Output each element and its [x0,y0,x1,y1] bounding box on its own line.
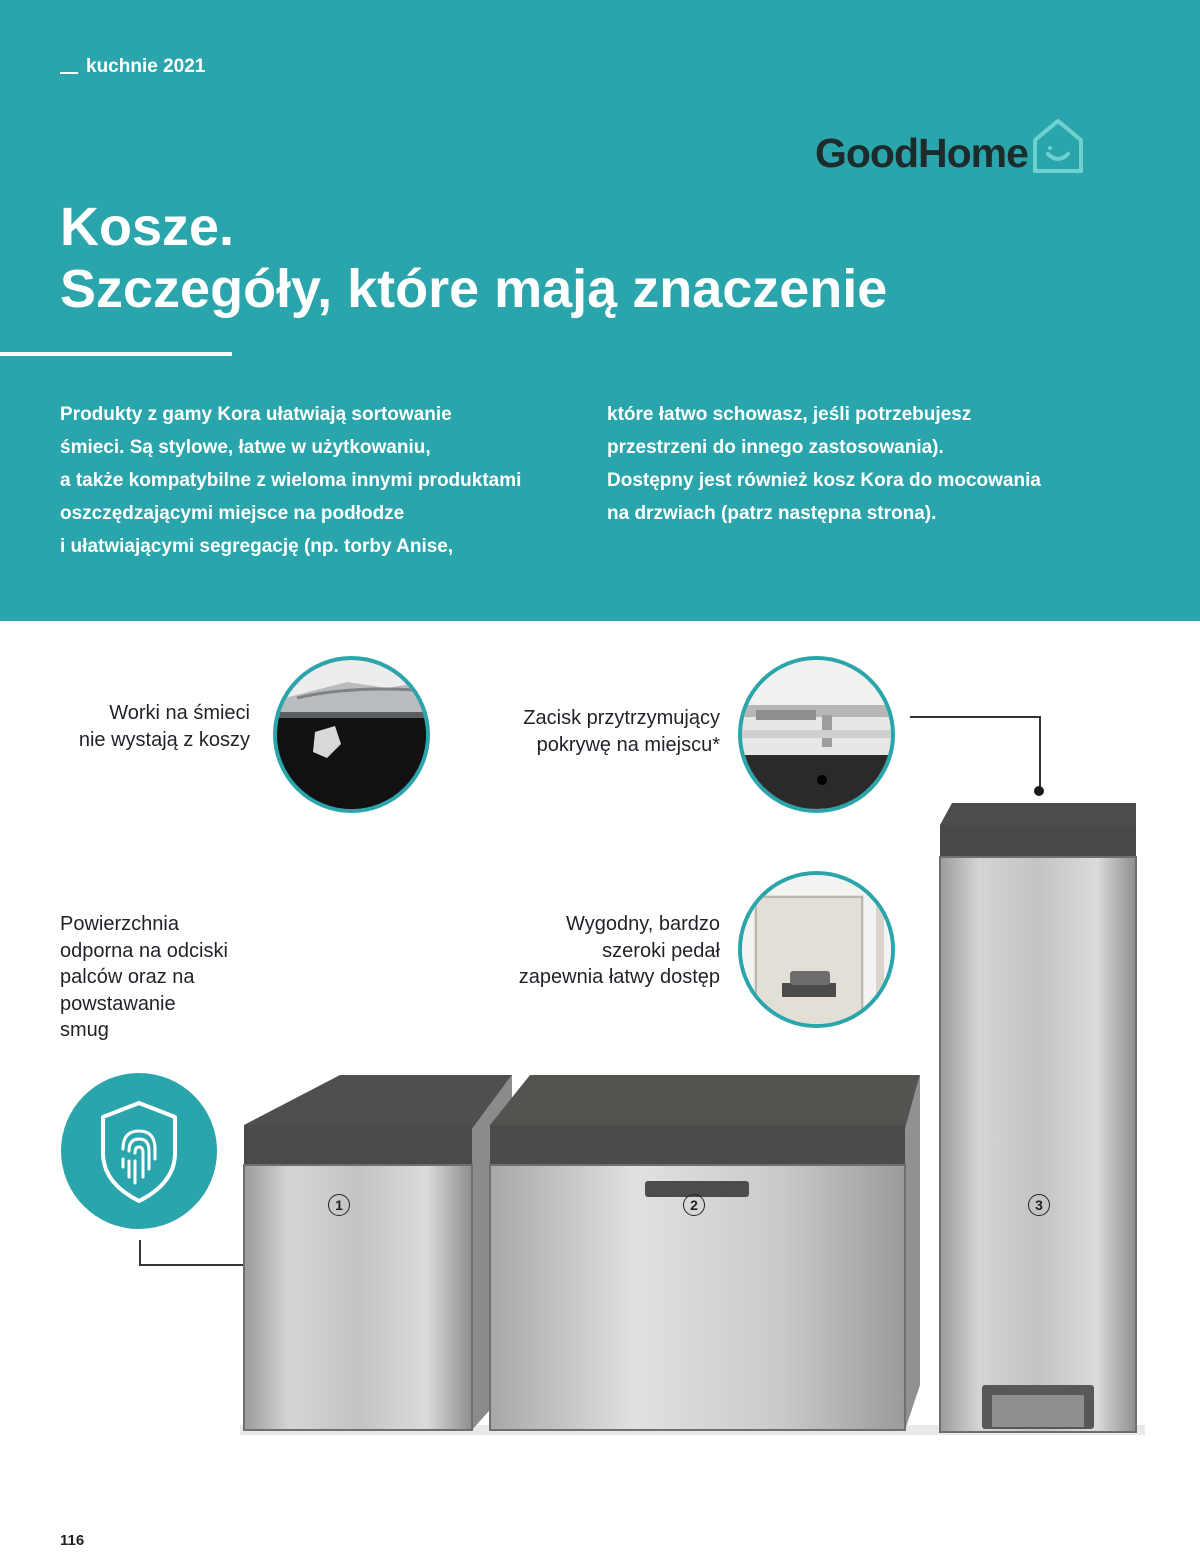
clamp-leader-vertical [1039,716,1041,790]
header-band [0,0,1200,621]
bin-2 [490,1075,920,1430]
feature-line: Worki na śmieci [109,702,250,724]
title-line-2: Szczegóły, które mają znaczenie [60,259,888,319]
surface-leader-vertical [139,1240,141,1265]
clamp-detail-illustration [742,660,895,813]
feature-line: Wygodny, bardzo [566,913,720,935]
intro-line: Produkty z gamy Kora ułatwiają sortowanie [60,404,452,425]
section-tag [60,56,205,78]
goodhome-logo [815,118,1084,174]
feature-line: szeroki pedał [602,939,720,962]
page-number: 116 [60,1532,85,1549]
feature-line: zapewnia łatwy dostęp [518,966,720,988]
bag-detail-illustration [277,660,430,813]
feature-line: nie wystają z koszy [78,728,250,751]
feature-line: powstawanie [60,992,176,1015]
clamp-leader-horizontal [910,716,1040,718]
title-underline [0,352,232,356]
intro-line: Dostępny jest również kosz Kora do mocowania [607,470,1041,491]
bin-number-badge: 3 [1028,1194,1050,1216]
section-tag-text: kuchnie 2021 [86,56,206,77]
fingerprint-badge [61,1073,217,1229]
bin-3 [940,803,1136,1432]
intro-line: oszczędzającymi miejsce na podłodze [60,503,405,524]
feature-surface-text [60,911,228,1044]
intro-left-column [60,398,521,563]
intro-line: przestrzeni do innego zastosowania). [607,437,944,458]
section-dash [60,72,78,74]
bin-number-badge: 2 [683,1194,705,1216]
bag-detail-photo [273,656,430,813]
feature-bags-text [79,700,250,753]
feature-line: smug [60,1019,109,1041]
clamp-detail-photo [738,656,895,813]
bins-photo [240,795,1145,1440]
feature-line: Zacisk przytrzymujący [523,707,720,729]
bin-1 [244,1075,512,1430]
feature-line: palców oraz na [60,966,195,988]
intro-line: które łatwo schowasz, jeśli potrzebujesz [607,404,972,425]
page-title [60,196,887,320]
intro-line: na drzwiach (patrz następna strona). [607,503,937,524]
feature-line: pokrywę na miejscu* [536,733,720,756]
intro-line: śmieci. Są stylowe, łatwe w użytkowaniu, [60,437,431,458]
feature-line: odporna na odciski [60,939,228,962]
bin-number-badge: 1 [328,1194,350,1216]
feature-clamp-text [523,705,720,758]
intro-line: i ułatwiającymi segregację (np. torby Anise, [60,536,454,557]
feature-line: Powierzchnia [60,913,179,935]
house-smile-icon [1032,118,1084,174]
title-line-1: Kosze. [60,197,235,257]
intro-right-column [607,398,1041,530]
brand-name: GoodHome [815,130,1028,176]
fingerprint-shield-icon [61,1073,217,1229]
intro-line: a także kompatybilne z wieloma innymi produktami [60,470,522,491]
